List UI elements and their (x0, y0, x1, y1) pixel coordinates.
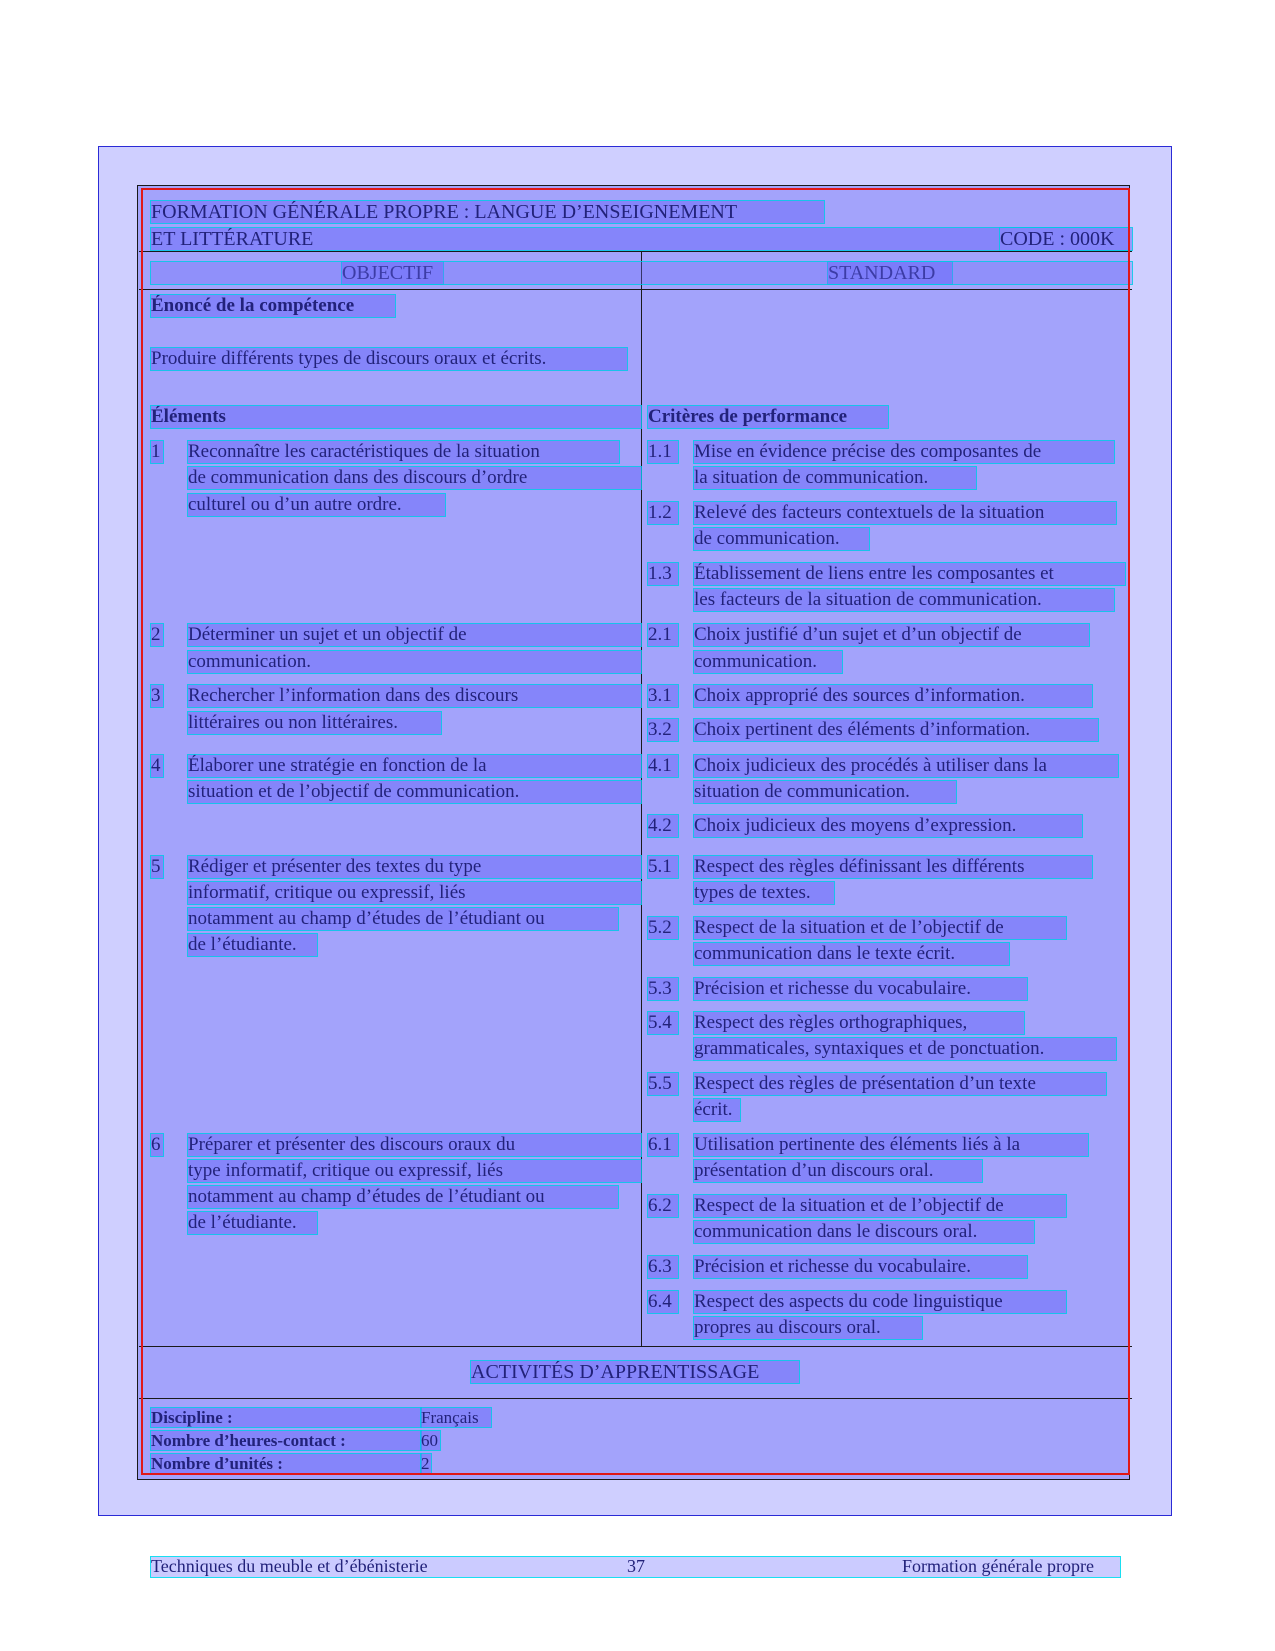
criterion-line: Précision et richesse du vocabulaire. (694, 978, 1027, 1000)
criterion-line: propres au discours oral. (694, 1317, 922, 1339)
element-line: Préparer et présenter des discours oraux du (188, 1134, 641, 1156)
criterion-line: Choix judicieux des procédés à utiliser dans la (694, 755, 1118, 777)
criterion-line: Respect de la situation et de l’objectif de (694, 917, 1066, 939)
criterion-number: 5.1 (648, 856, 678, 878)
column-standard: STANDARD (828, 262, 952, 284)
criterion-number: 1.3 (648, 563, 678, 585)
criterion-line: Choix approprié des sources d’information. (694, 685, 1092, 707)
criterion-line: Respect des règles orthographiques, (694, 1012, 1024, 1034)
competence-heading: Énoncé de la compétence (151, 295, 395, 317)
element-line: Reconnaître les caractéristiques de la situation (188, 441, 619, 463)
criterion-line: communication dans le discours oral. (694, 1221, 1034, 1243)
criterion-number: 6.3 (648, 1256, 678, 1278)
title-line-1: FORMATION GÉNÉRALE PROPRE : LANGUE D’ENSEIGNEMENT (151, 201, 824, 223)
criterion-line: situation de communication. (694, 781, 956, 803)
criterion-line: les facteurs de la situation de communication. (694, 589, 1114, 611)
criterion-line: Choix pertinent des éléments d’information. (694, 719, 1098, 741)
criterion-line: communication dans le texte écrit. (694, 943, 1009, 965)
criterion-line: Utilisation pertinente des éléments liés à la (694, 1134, 1088, 1156)
heures-label: Nombre d’heures-contact : (151, 1431, 421, 1450)
element-number: 6 (151, 1134, 163, 1156)
element-line: informatif, critique ou expressif, liés (188, 882, 641, 904)
elements-heading: Éléments (151, 406, 641, 428)
criterion-line: écrit. (694, 1099, 740, 1121)
criterion-line: Respect de la situation et de l’objectif de (694, 1195, 1066, 1217)
criterion-line: de communication. (694, 528, 869, 550)
criterion-line: la situation de communication. (694, 467, 976, 489)
heures-value: 60 (421, 1431, 438, 1450)
criterion-number: 3.2 (648, 719, 678, 741)
criterion-number: 2.1 (648, 624, 678, 646)
criterion-number: 4.2 (648, 815, 678, 837)
criterion-number: 6.2 (648, 1195, 678, 1217)
code-label: CODE : 000K (1000, 228, 1128, 250)
element-line: Rédiger et présenter des textes du type (188, 856, 641, 878)
footer-right: Formation générale propre (902, 1556, 1094, 1576)
criterion-line: Respect des aspects du code linguistique (694, 1291, 1066, 1313)
criterion-line: types de textes. (694, 882, 834, 904)
discipline-label: Discipline : (151, 1408, 421, 1427)
criterion-number: 1.1 (648, 441, 678, 463)
rule-above-activities (139, 1346, 1132, 1347)
criterion-number: 5.4 (648, 1012, 678, 1034)
element-line: situation et de l’objectif de communication. (188, 781, 641, 803)
element-number: 1 (151, 441, 163, 463)
criterion-line: Choix justifié d’un sujet et d’un objectif de (694, 624, 1089, 646)
rule-below-header (139, 251, 1132, 252)
criterion-line: communication. (694, 651, 842, 673)
element-number: 4 (151, 755, 163, 777)
discipline-value: Français (421, 1408, 491, 1427)
unites-value: 2 (421, 1454, 430, 1473)
element-line: notamment au champ d’études de l’étudiant ou (188, 908, 618, 930)
competence-text: Produire différents types de discours oraux et écrits. (151, 348, 627, 370)
criterion-number: 6.4 (648, 1291, 678, 1313)
element-line: Rechercher l’information dans des discours (188, 685, 641, 707)
footer-page-number: 37 (627, 1556, 645, 1576)
criterion-number: 5.5 (648, 1073, 678, 1095)
activities-heading: ACTIVITÉS D’APPRENTISSAGE (471, 1361, 799, 1383)
criterion-line: Respect des règles de présentation d’un texte (694, 1073, 1106, 1095)
element-line: Déterminer un sujet et un objectif de (188, 624, 641, 646)
rule-below-columns (139, 289, 1132, 290)
title-line-2: ET LITTÉRATURE (151, 228, 1132, 250)
element-line: type informatif, critique ou expressif, liés (188, 1160, 641, 1182)
rule-below-activities (139, 1398, 1132, 1399)
element-line: notamment au champ d’études de l’étudiant ou (188, 1186, 618, 1208)
column-objectif: OBJECTIF (342, 262, 443, 284)
element-line: Élaborer une stratégie en fonction de la (188, 755, 641, 777)
criterion-number: 6.1 (648, 1134, 678, 1156)
element-line: culturel ou d’un autre ordre. (188, 494, 445, 516)
criterion-line: Établissement de liens entre les composantes et (694, 563, 1125, 585)
criterion-number: 5.2 (648, 917, 678, 939)
criterion-number: 3.1 (648, 685, 678, 707)
criterion-number: 4.1 (648, 755, 678, 777)
element-line: de communication dans des discours d’ordre (188, 467, 641, 489)
unites-label: Nombre d’unités : (151, 1454, 421, 1473)
element-number: 2 (151, 624, 163, 646)
criterion-line: présentation d’un discours oral. (694, 1160, 982, 1182)
element-line: littéraires ou non littéraires. (188, 712, 441, 734)
criterion-line: Relevé des facteurs contextuels de la situation (694, 502, 1116, 524)
criterion-line: Respect des règles définissant les différents (694, 856, 1092, 878)
criterion-number: 1.2 (648, 502, 678, 524)
criterion-line: Précision et richesse du vocabulaire. (694, 1256, 1027, 1278)
column-divider (641, 252, 642, 1346)
element-number: 5 (151, 856, 163, 878)
column-head-band (151, 262, 1132, 284)
criteria-heading: Critères de performance (648, 406, 888, 428)
element-line: de l’étudiante. (188, 934, 317, 956)
element-line: communication. (188, 651, 641, 673)
criterion-number: 5.3 (648, 978, 678, 1000)
criterion-line: Choix judicieux des moyens d’expression. (694, 815, 1082, 837)
element-line: de l’étudiante. (188, 1212, 317, 1234)
footer-left: Techniques du meuble et d’ébénisterie (151, 1557, 1120, 1577)
criterion-line: grammaticales, syntaxiques et de ponctuation. (694, 1038, 1116, 1060)
element-number: 3 (151, 685, 163, 707)
criterion-line: Mise en évidence précise des composantes de (694, 441, 1114, 463)
